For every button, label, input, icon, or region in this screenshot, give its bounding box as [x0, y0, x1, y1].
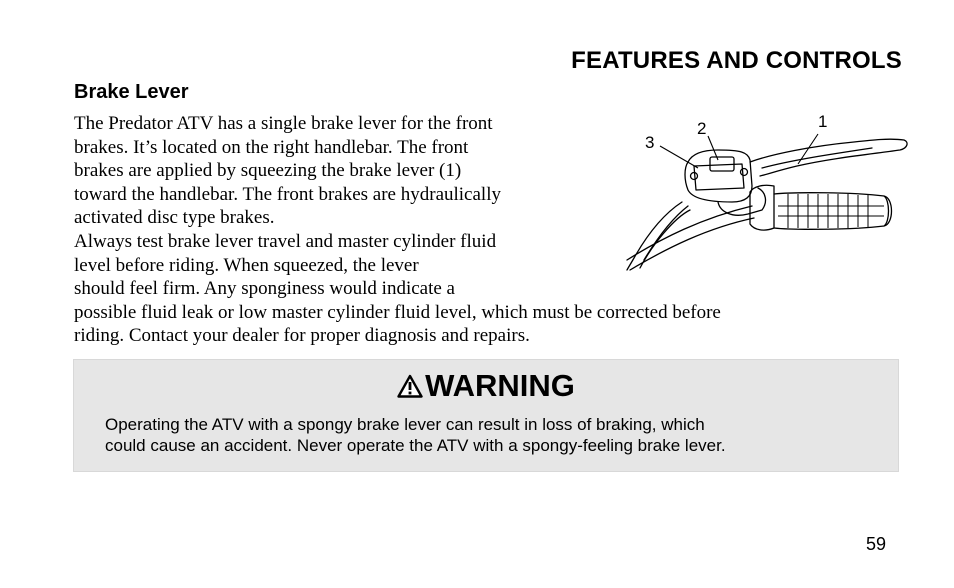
- paragraph-line: brakes. It’s located on the right handlebar. The front: [74, 136, 469, 158]
- callout-3: 3: [645, 133, 655, 152]
- page-number: 59: [866, 534, 887, 554]
- section-title: FEATURES AND CONTROLS: [571, 47, 902, 74]
- paragraph-brake-description: [74, 112, 594, 230]
- paragraph-line: activated disc type brakes.: [74, 207, 275, 228]
- paragraph-line: brakes are applied by squeezing the brake lever (1): [74, 160, 462, 181]
- callout-1: 1: [818, 112, 828, 131]
- callout-2: 2: [697, 119, 707, 138]
- paragraph-line: should feel firm. Any sponginess would indicate a: [74, 278, 455, 299]
- paragraph-line: riding. Contact your dealer for proper diagnosis and repairs.: [74, 325, 530, 346]
- paragraph-line: possible fluid leak or low master cylinder fluid level, which must be corrected before: [74, 301, 721, 323]
- warning-line: Operating the ATV with a spongy brake lever can result in loss of braking, which: [105, 415, 705, 434]
- warning-title-text: WARNING: [425, 368, 575, 403]
- paragraph-line: The Predator ATV has a single brake lever for the front: [74, 113, 493, 134]
- warning-title: [74, 368, 898, 404]
- paragraph-line: toward the handlebar. The front brakes are hydraulically: [74, 183, 501, 205]
- warning-box: [73, 359, 899, 472]
- warning-text: [105, 414, 885, 456]
- warning-line: could cause an accident. Never operate the ATV with a spongy-feeling brake lever.: [105, 436, 726, 455]
- warning-triangle-icon: [397, 374, 423, 398]
- paragraph-line: Always test brake lever travel and master cylinder fluid: [74, 231, 497, 252]
- paragraph-line: level before riding. When squeezed, the lever: [74, 254, 419, 276]
- brake-lever-illustration: [622, 110, 912, 280]
- brake-lever-heading: Brake Lever: [74, 81, 189, 103]
